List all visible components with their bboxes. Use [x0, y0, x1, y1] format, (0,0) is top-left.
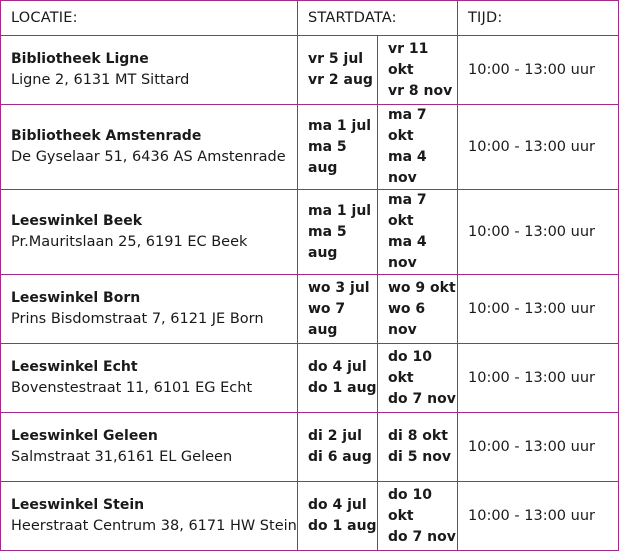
start-date: do 7 nov	[388, 390, 456, 407]
dates-cell-autumn	[378, 344, 458, 413]
start-date: do 10 okt	[388, 348, 432, 386]
table-row	[1, 36, 619, 105]
dates-cell-summer	[298, 275, 378, 344]
header-location: LOCATIE:	[1, 1, 298, 36]
location-address: Pr.Mauritslaan 25, 6191 EC Beek	[11, 234, 248, 250]
time-cell: 10:00 - 13:00 uur	[458, 344, 619, 413]
location-cell	[1, 190, 298, 275]
dates-cell-summer	[298, 190, 378, 275]
table-row	[1, 482, 619, 551]
start-date: do 10 okt	[388, 486, 432, 524]
start-date: di 6 aug	[308, 449, 372, 465]
location-cell	[1, 482, 298, 551]
dates-cell-autumn	[378, 275, 458, 344]
location-name: Leeswinkel Stein	[11, 497, 145, 513]
dates-cell-autumn	[378, 36, 458, 105]
start-date: ma 7 okt	[388, 107, 427, 144]
dates-cell-summer	[298, 105, 378, 190]
start-date: wo 3 jul	[308, 279, 370, 296]
location-name: Bibliotheek Amstenrade	[11, 128, 202, 144]
location-cell	[1, 275, 298, 344]
start-date: vr 2 aug	[308, 72, 373, 88]
start-date: wo 7 aug	[308, 300, 346, 338]
header-row	[1, 1, 619, 36]
location-name: Bibliotheek Ligne	[11, 51, 149, 67]
dates-cell-summer	[298, 482, 378, 551]
location-cell	[1, 344, 298, 413]
start-date: ma 4 nov	[388, 149, 427, 186]
table-row	[1, 344, 619, 413]
location-address: De Gyselaar 51, 6436 AS Amstenrade	[11, 149, 286, 165]
time-cell: 10:00 - 13:00 uur	[458, 413, 619, 482]
location-address: Salmstraat 31,6161 EL Geleen	[11, 449, 233, 465]
start-date: vr 5 jul	[308, 51, 364, 67]
dates-cell-autumn	[378, 482, 458, 551]
location-name: Leeswinkel Echt	[11, 359, 138, 375]
start-date: ma 1 jul	[308, 202, 372, 219]
start-date: do 1 aug	[308, 518, 377, 534]
start-date: ma 4 nov	[388, 234, 427, 271]
time-cell: 10:00 - 13:00 uur	[458, 482, 619, 551]
location-name: Leeswinkel Geleen	[11, 428, 158, 444]
start-date: do 4 jul	[308, 497, 367, 513]
location-name: Leeswinkel Born	[11, 290, 141, 306]
start-date: ma 5 aug	[308, 138, 347, 176]
start-date: wo 9 okt	[388, 279, 456, 296]
start-date: ma 5 aug	[308, 223, 347, 261]
location-cell	[1, 105, 298, 190]
start-date: vr 11 okt	[388, 40, 429, 78]
location-address: Heerstraat Centrum 38, 6171 HW Stein	[11, 518, 297, 534]
time-cell: 10:00 - 13:00 uur	[458, 275, 619, 344]
table-row	[1, 275, 619, 344]
dates-cell-autumn	[378, 190, 458, 275]
time-cell: 10:00 - 13:00 uur	[458, 190, 619, 275]
header-time: TIJD:	[458, 1, 619, 36]
dates-cell-autumn	[378, 413, 458, 482]
start-date: do 4 jul	[308, 359, 367, 375]
time-cell: 10:00 - 13:00 uur	[458, 105, 619, 190]
location-cell	[1, 36, 298, 105]
start-date: ma 1 jul	[308, 117, 372, 134]
start-date: wo 6 nov	[388, 300, 426, 338]
dates-cell-summer	[298, 36, 378, 105]
time-cell: 10:00 - 13:00 uur	[458, 36, 619, 105]
table-row	[1, 190, 619, 275]
start-date: vr 8 nov	[388, 82, 453, 99]
location-address: Bovenstestraat 11, 6101 EG Echt	[11, 380, 253, 396]
start-date: ma 7 okt	[388, 192, 427, 229]
start-date: di 5 nov	[388, 449, 452, 465]
table-row	[1, 105, 619, 190]
location-address: Ligne 2, 6131 MT Sittard	[11, 72, 190, 88]
dates-cell-summer	[298, 344, 378, 413]
start-date: do 7 nov	[388, 528, 456, 545]
header-start-dates: STARTDATA:	[298, 1, 458, 36]
location-cell	[1, 413, 298, 482]
start-date: do 1 aug	[308, 380, 377, 396]
dates-cell-autumn	[378, 105, 458, 190]
location-address: Prins Bisdomstraat 7, 6121 JE Born	[11, 311, 264, 327]
table-row	[1, 413, 619, 482]
start-date: di 2 jul	[308, 428, 362, 444]
start-date: di 8 okt	[388, 428, 448, 444]
location-name: Leeswinkel Beek	[11, 213, 143, 229]
dates-cell-summer	[298, 413, 378, 482]
